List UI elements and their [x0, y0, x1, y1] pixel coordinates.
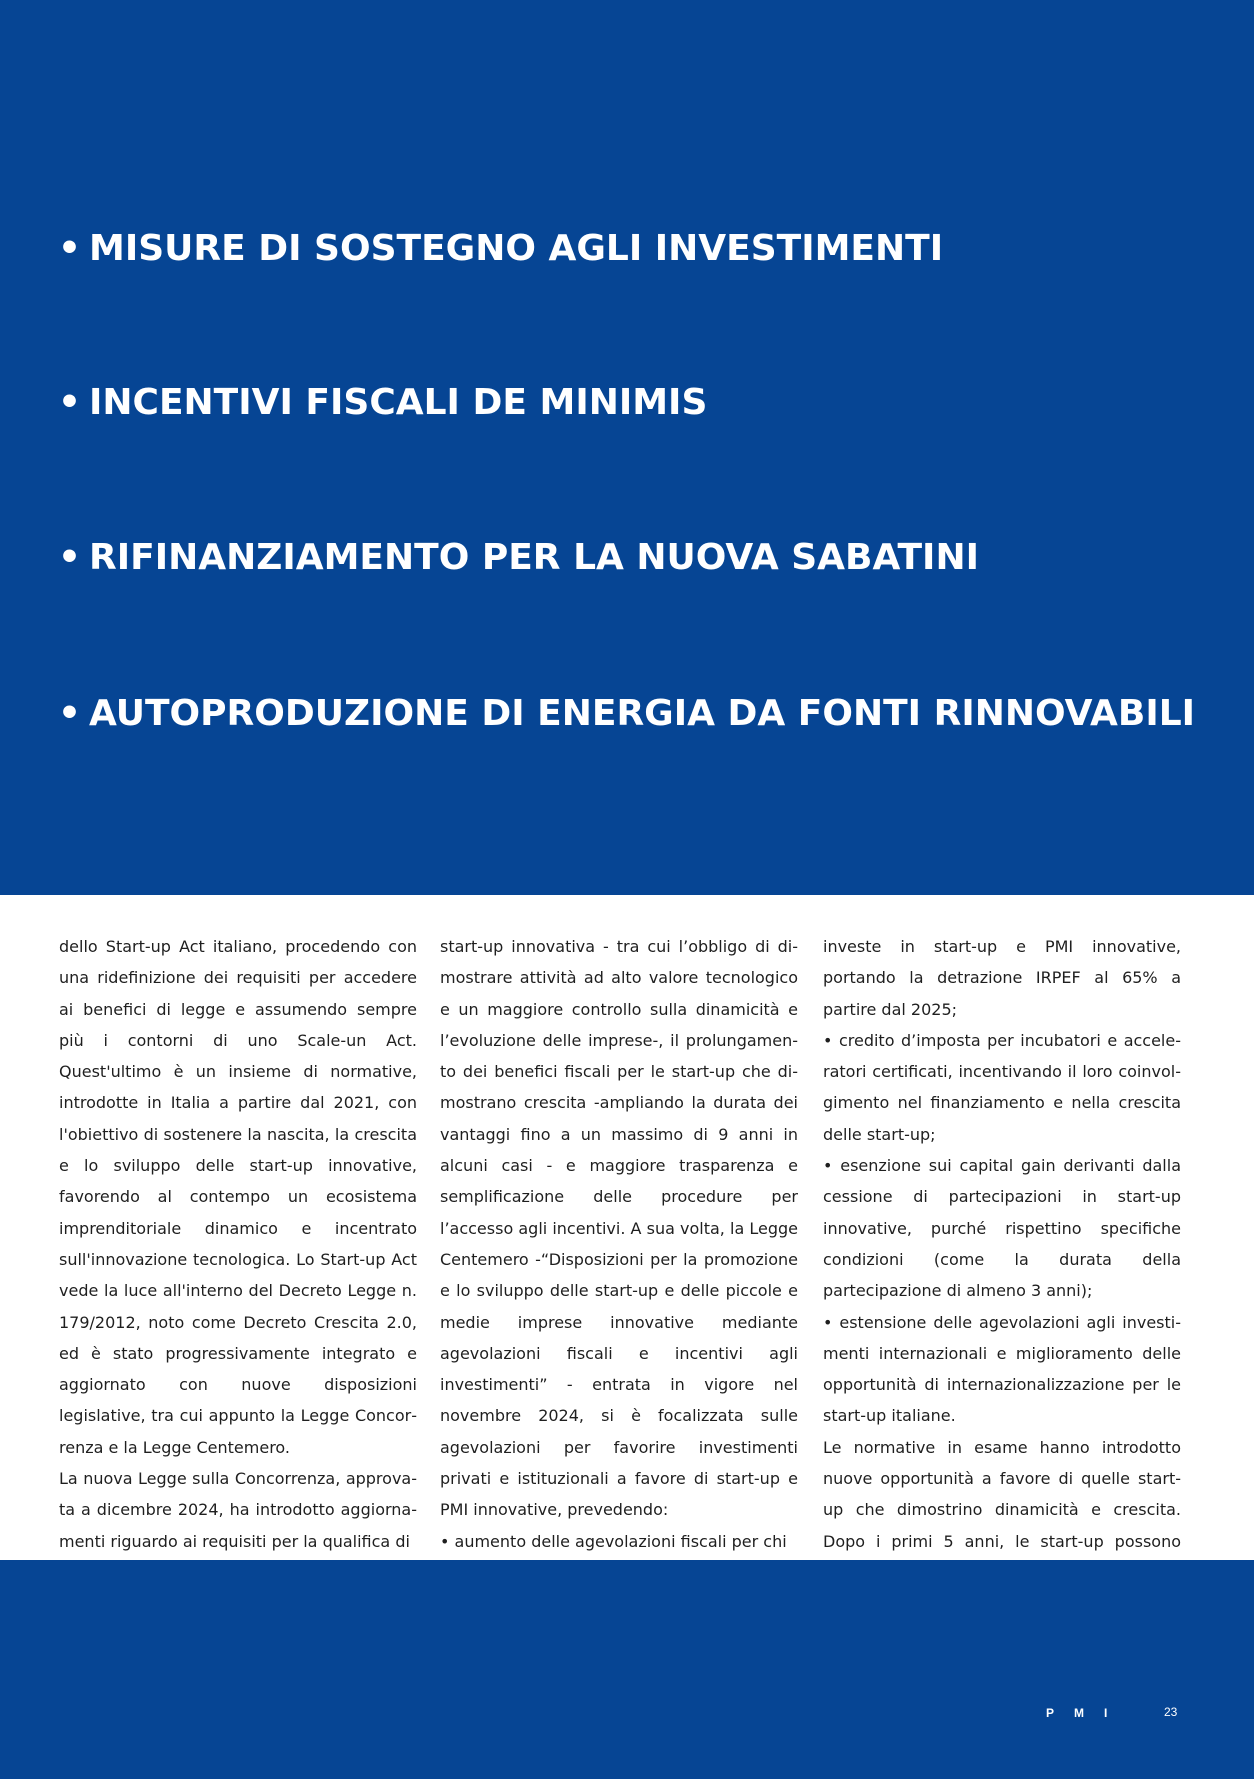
heading-de-minimis: [58, 381, 707, 425]
bullet-icon: •: [58, 537, 82, 578]
heading-text: AUTOPRODUZIONE DI ENERGIA DA FONTI RINNOVABILI: [89, 693, 1196, 734]
paragraph: investe in start-up e PMI innovative, portando la detrazione IRPEF al 65% a partire dal 2025;: [823, 937, 1181, 1019]
bullet-paragraph: • esenzione sui capital gain derivanti dalla cessione di partecipazioni in start-up innovative, purché rispettino specifiche condizioni (come la durata della partecipazione di almeno 3 anni);: [823, 1156, 1181, 1301]
heading-energia: [58, 692, 1195, 736]
paragraph: dello Start-up Act italiano, procedendo con una ridefinizione dei requisiti per accedere ai benefici di legge e assumendo sempre più i contorni di uno Scale-un Act. Quest'ultimo è un insieme di normative, introdotte in Italia a partire dal 2021, con l'obiettivo di sostenere la nascita, la crescita e lo sviluppo delle start-up innovative, favorendo al contempo un ecosistema imprenditoriale dinamico e incentrato sull'innovazione tecnologica. Lo Start-up Act vede la luce all'interno del Decreto Legge n. 179/2012, noto come Decreto Crescita 2.0, ed è stato progressivamente integrato e aggiornato con nuove disposizioni legislative, tra cui appunto la Legge Concorrenza e la Legge Centemero.: [59, 937, 417, 1457]
paragraph: Le normative in esame hanno introdotto nuove opportunità a favore di quelle start-up che dimostrino dinamicità e crescita. Dopo i primi 5 anni, le start-up possono: [823, 1437, 1181, 1551]
text-column-1: [59, 931, 417, 1557]
paragraph: start-up innovativa - tra cui l’obbligo di dimostrare attività ad alto valore tecnologico e un maggiore controllo sulla dinamicità e l’evoluzione delle imprese-, il prolungamento dei benefici fiscali per le start-up che dimostrano crescita -ampliando la durata dei vantaggi fino a un massimo di 9 anni in alcuni casi - e maggiore trasparenza e semplificazione delle procedure per l’accesso agli incentivi. A sua volta, la Legge Centemero -“Disposizioni per la promozione e lo sviluppo delle start-up e delle piccole e medie imprese innovative mediante agevolazioni fiscali e incentivi agli investimenti” - entrata in vigore nel novembre 2024, si è focalizzata sulle agevolazioni per favorire investimenti privati e istituzionali a favore di start-up e PMI innovative, prevedendo:: [440, 937, 798, 1520]
bullet-icon: •: [58, 382, 82, 423]
bullet-paragraph: • credito d’imposta per incubatori e acceleratori certificati, incentivando il loro coinvolgimento nel finanziamento e nella crescita delle start-up;: [823, 1030, 1181, 1144]
paragraph: La nuova Legge sulla Concorrenza, approvata a dicembre 2024, ha introdotto aggiornamenti riguardo ai requisiti per la qualifica di: [59, 1469, 417, 1551]
heading-text: RIFINANZIAMENTO PER LA NUOVA SABATINI: [89, 537, 979, 578]
heading-text: MISURE DI SOSTEGNO AGLI INVESTIMENTI: [89, 228, 944, 269]
footer-brand: PMI: [1046, 1706, 1128, 1720]
bullet-paragraph: • aumento delle agevolazioni fiscali per chi: [440, 1531, 787, 1551]
text-column-2: [440, 931, 798, 1557]
text-column-3: [823, 931, 1181, 1588]
heading-sabatini: [58, 536, 979, 580]
heading-investimenti: [58, 227, 943, 271]
footer-band: [0, 1560, 1254, 1779]
bullet-paragraph: • estensione delle agevolazioni agli investimenti internazionali e miglioramento delle opportunità di internazionalizzazione per le start-up italiane.: [823, 1312, 1181, 1426]
bullet-icon: •: [58, 228, 82, 269]
heading-text: INCENTIVI FISCALI DE MINIMIS: [89, 382, 708, 423]
bullet-icon: •: [58, 693, 82, 734]
page-number: 23: [1164, 1705, 1178, 1719]
